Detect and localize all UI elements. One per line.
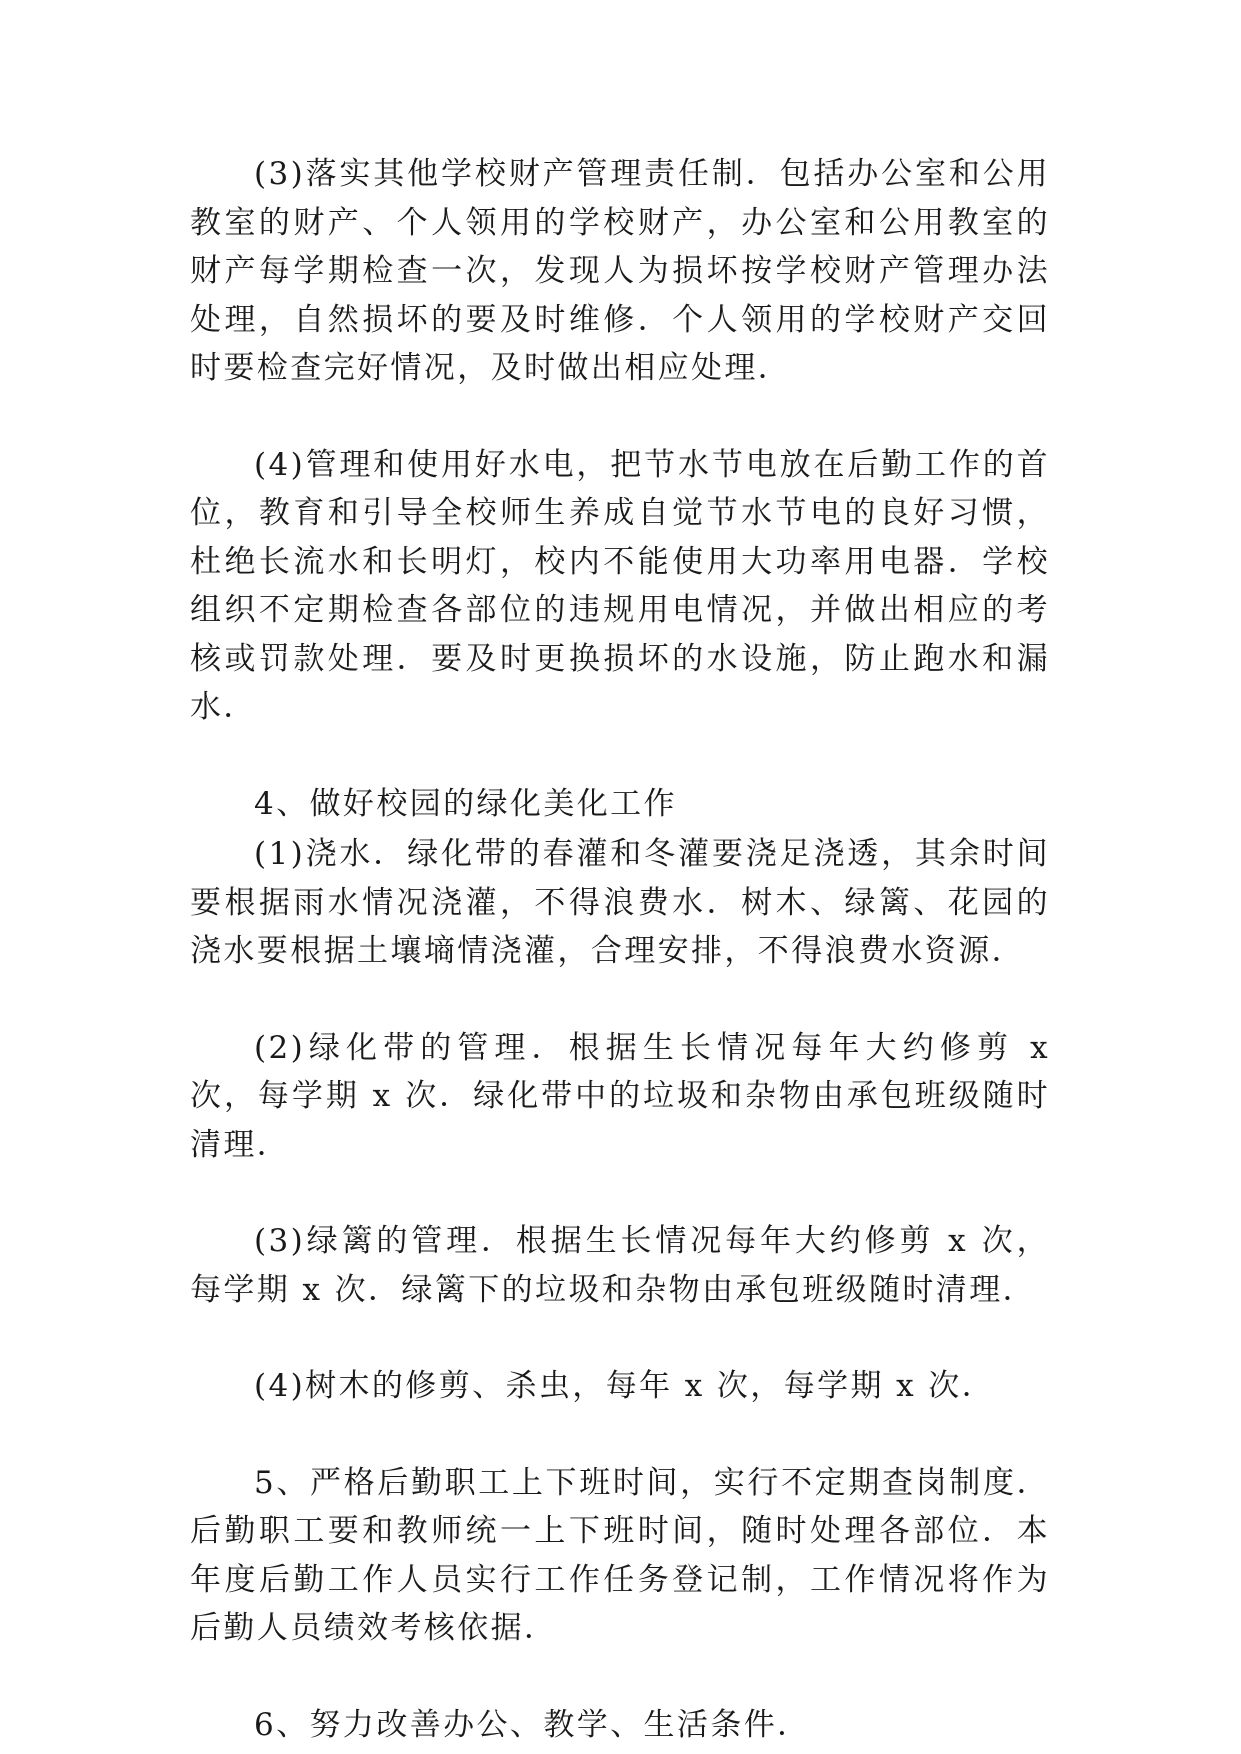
paragraph-conditions: 6、努力改善办公、教学、生活条件．	[254, 1706, 811, 1743]
paragraph-watering: (1)浇水．绿化带的春灌和冬灌要浇足浇透，其余时间要根据雨水情况浇灌，不得浪费水．树木、绿篱、花园的浇水要根据土壤墒情浇灌，合理安排，不得浪费水资源．	[190, 836, 1050, 969]
paragraph-property-responsibility: (3)落实其他学校财产管理责任制．包括办公室和公用教室的财产、个人领用的学校财产，办公室和公用教室的财产每学期检查一次，发现人为损坏按学校财产管理办法处理，自然损坏的要及时维修．个人领用的学校财产交回时要检查完好情况，及时做出相应处理．	[190, 156, 1050, 386]
paragraph-green-belt: (2)绿化带的管理．根据生长情况每年大约修剪 x 次，每学期 x 次．绿化带中的垃圾和杂物由承包班级随时清理．	[190, 1029, 1050, 1163]
section-heading-greening: 4、做好校园的绿化美化工作	[254, 785, 677, 822]
paragraph-water-electricity: (4)管理和使用好水电，把节水节电放在后勤工作的首位，教育和引导全校师生养成自觉节水节电的良好习惯，杜绝长流水和长明灯，校内不能使用大功率用电器．学校组织不定期检查各部位的违规用电情况，并做出相应的考核或罚款处理．要及时更换损坏的水设施，防止跑水和漏水．	[190, 446, 1050, 725]
paragraph-trees: (4)树木的修剪、杀虫，每年 x 次，每学期 x 次．	[254, 1368, 996, 1404]
paragraph-work-hours: 5、严格后勤职工上下班时间，实行不定期查岗制度．后勤职工要和教师统一上下班时间，随时处理各部位．本年度后勤工作人员实行工作任务登记制，工作情况将作为后勤人员绩效考核依据．	[190, 1464, 1050, 1646]
document-body	[190, 150, 1050, 1749]
paragraph-hedge: (3)绿篱的管理．根据生长情况每年大约修剪 x 次，每学期 x 次．绿篱下的垃圾和杂物由承包班级随时清理．	[190, 1223, 1050, 1308]
